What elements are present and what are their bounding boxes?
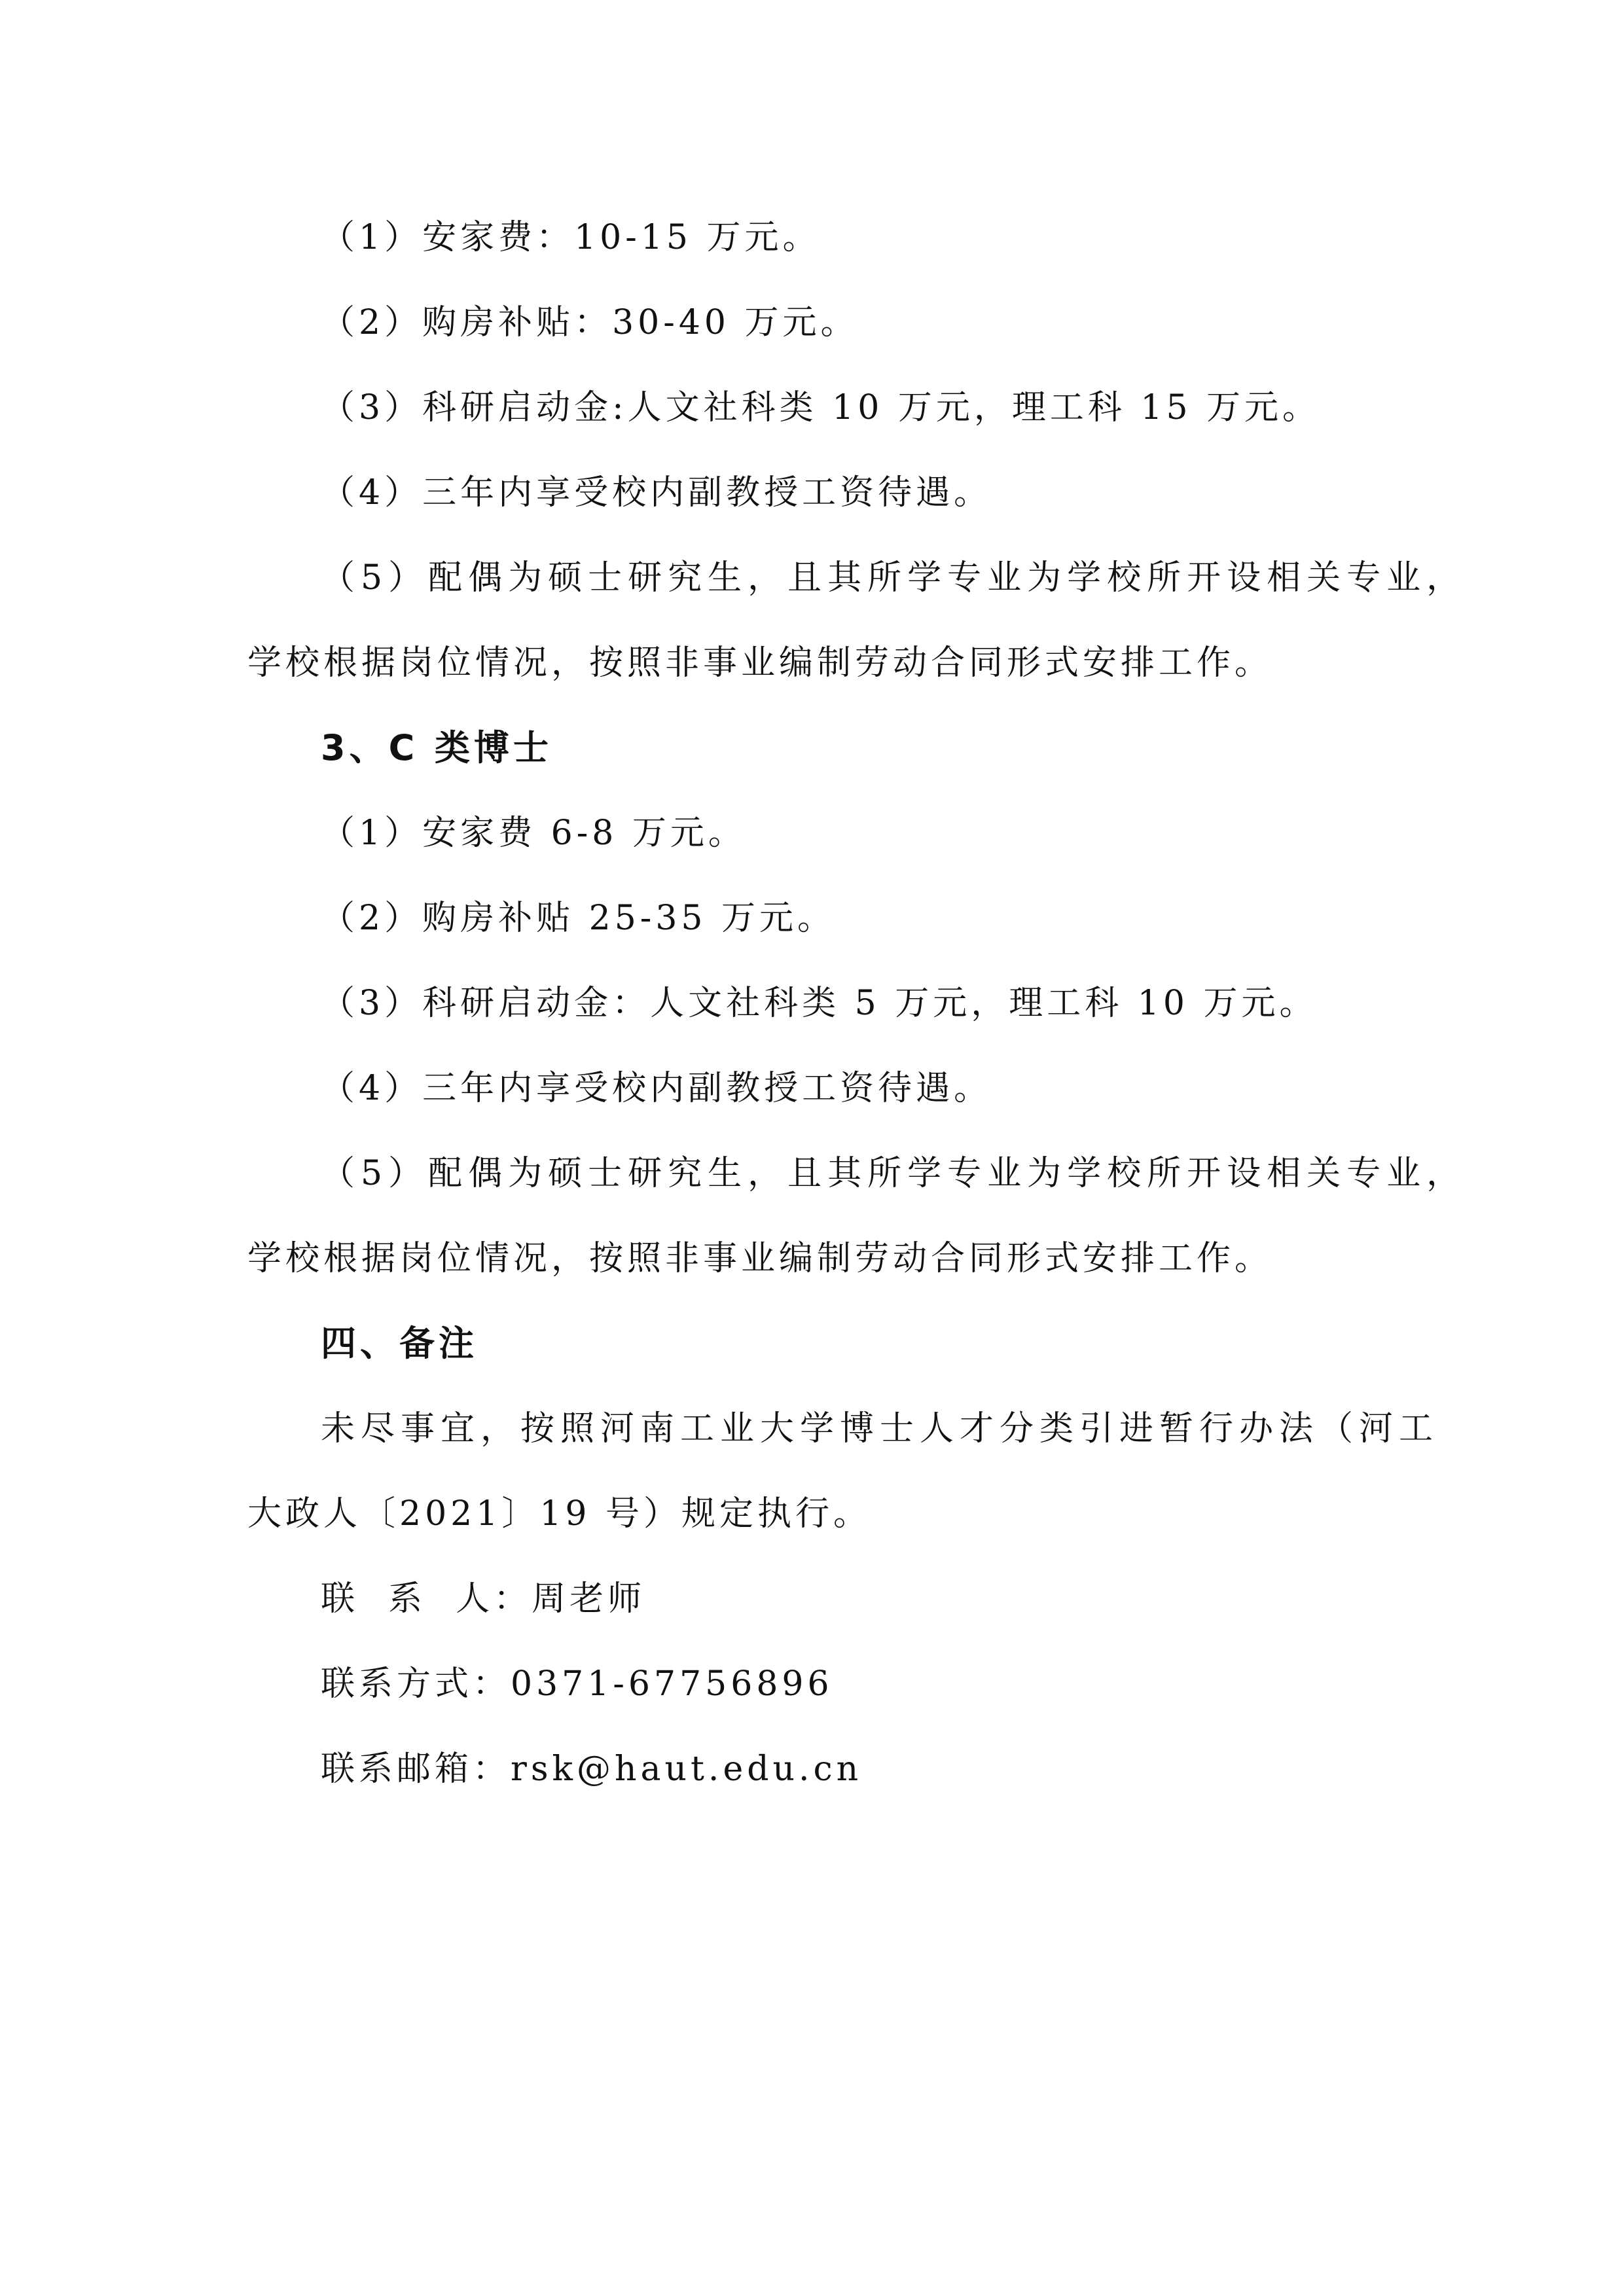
item-salary-treatment: （4）三年内享受校内副教授工资待遇。 (321, 473, 992, 512)
item-spouse-arrangement-cont: 学校根据岗位情况，按照非事业编制劳动合同形式安排工作。 (247, 643, 1273, 683)
item-settling-fee: （1）安家费 6-8 万元。 (321, 814, 746, 853)
item-housing-subsidy: （2）购房补贴：30-40 万元。 (321, 303, 859, 342)
remarks-text: 未尽事宜，按照河南工业大学博士人才分类引进暂行办法（河工 (321, 1409, 1439, 1448)
item-spouse-arrangement: （5）配偶为硕士研究生，且其所学专业为学校所开设相关专业， (321, 1154, 1467, 1193)
item-research-fund: （3）科研启动金：人文社科类 5 万元，理工科 10 万元。 (321, 984, 1318, 1023)
section-heading-remarks: 四、备注 (321, 1323, 478, 1364)
remarks-text-cont: 大政人〔2021〕19 号）规定执行。 (247, 1494, 872, 1534)
item-settling-fee: （1）安家费：10-15 万元。 (321, 218, 821, 257)
item-spouse-arrangement: （5）配偶为硕士研究生，且其所学专业为学校所开设相关专业， (321, 558, 1467, 598)
contact-person: 联 系 人：周老师 (321, 1579, 646, 1619)
contact-phone: 联系方式：0371-67756896 (321, 1664, 833, 1704)
section-heading-c-doctor: 3、C 类博士 (321, 727, 553, 768)
item-housing-subsidy: （2）购房补贴 25-35 万元。 (321, 899, 836, 938)
item-salary-treatment: （4）三年内享受校内副教授工资待遇。 (321, 1069, 992, 1108)
item-spouse-arrangement-cont: 学校根据岗位情况，按照非事业编制劳动合同形式安排工作。 (247, 1239, 1273, 1278)
item-research-fund: （3）科研启动金:人文社科类 10 万元，理工科 15 万元。 (321, 388, 1321, 427)
contact-email: 联系邮箱：rsk@haut.edu.cn (321, 1749, 863, 1789)
